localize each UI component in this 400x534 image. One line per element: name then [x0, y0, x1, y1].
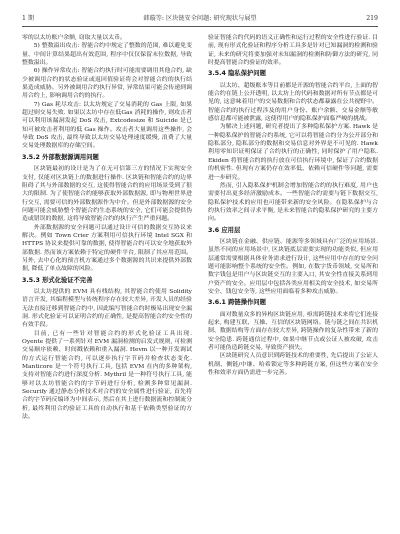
- section-heading: 3.5.3 形式化验证不完善: [22, 276, 93, 284]
- running-title: 韩璇等: 区块链安全问题: 研究现状与展望: [143, 15, 257, 22]
- page-header: [22, 12, 378, 27]
- section-heading: 3.6 应用层: [208, 226, 241, 234]
- section-heading: 3.6.1 跨链操作问题: [208, 299, 266, 307]
- paragraph: 目前, 已有一些针对智能合约的形式化验证工具出现. Oyente 提供了一系列针对 EVM 漏洞检测的启发式规则, 可检测交易顺序依赖、时间戳依赖和重入漏洞. Hevm 以一种开发调试的方式运行智能合约, 可以逐步执行字节码并检查状态变化. Manticore 是一个符号执行工具, 包括 EVM 在内的多种架构, 支持对智能合约进行深度分析. Mythril 是一种符号执行工具, 能够对以太坊智能合约的字节码进行分析, 检测多种常见漏洞. Securify 通过静态分析技术对合约的安全属性进行验证, 首先将合约字节码反编译为中间表示, 然后在其上进行数据流和控制流分析, 最终利用合约验证工具的自动执行和基于依赖类型验证的方法。: [22, 330, 192, 421]
- paragraph: 区块链在金融、供应链、能源等多领域具有广泛的应用场景. 虽然不同的应用场景中, 区块链底层需要实现的功能类似, 但应用层通常需要根据具体业务需求进行设计, 这些应用中存在的安全问题可能影响整个系统的安全性。例如, 在数字货币领域, 交易所和数字钱包是用户与区块链交互的主要入口, 其安全性直接关系到用户资产的安全。应用层中包括各类应用相关的安全技术, 如交易所安全、钱包安全等, 这些应用面临着多种攻击威胁。: [208, 238, 378, 295]
- paragraph: 7) Gas 耗尽攻击: 以太坊规定了交易消耗的 Gas 上限, 如果超过则交易失败. 如果以太坊中存在低Gas 消耗的操作, 则攻击者可以利用该漏洞发起 DoS 攻击, Extcodesize 和 Suicide 是已知可被攻击者利用的低 Gas 操作。攻击者大量调用这些操作, 会导致 DoS 攻击, 最终导致以太坊交易处理速度缓慢, 浪费了大量交易处理数据库的存储空间。: [22, 101, 192, 150]
- paragraph: 6) 操作异常攻击: 智能合约执行时可能需要调用其他合约, 缺少被调用合约的状态验证或返回值验证将会对智能合约的执行结果造成威胁。另外被调用合约执行异常, 异常结果可能会传递到调用合约上, 影响调用合约的执行。: [22, 68, 192, 100]
- paragraph: 以太坊、超级账本等目前都是开源的智能合约平台, 上面的智能合约在链上公开透明, 以太坊上的代码和数据对所有节点都是可见的, 这意味着用户的交易数据和合约状态都暴露在公共视野中。智能合约的执行过程涉及的用户身份、账户余额、交易金额等敏感信息都可能被泄露, 这使得用户的隐私保护面临严峻的挑战。: [208, 82, 378, 123]
- paragraph: 外部数据源的安全问题可以通过设计可信的数据交互协议来解决。例如 Town Crier 方案利用可信执行环境 Intel SGX 和 HTTPS 协议来提供可靠的数据, 使得智能合约可以安全地获取外部数据. 然而该方案依赖于特定的硬件平台, 限制了其应用范围。另外, 去中心化的预言机方案通过多个数据源的共识来提供外部数据, 降低了单点故障的风险。: [22, 224, 192, 273]
- left-column: [22, 34, 192, 524]
- paragraph: 5) 整数溢出攻击: 智能合约中规定了整数的范围, 难以避免变量、中间计算结果超出有效范围, 程序中仅仅保留末位数据, 导致整数溢出。: [22, 43, 192, 67]
- issue-number: 1 期: [22, 15, 35, 22]
- page-number: 219: [366, 15, 378, 22]
- paragraph: 区块链研究人员意识到跨链技术的重要性, 先后提出了公证人机制、侧链/中继、哈希锁定等多种跨链方案, 但这些方案在安全性和效率方面仍需进一步完善。: [208, 353, 378, 377]
- section-heading: 3.5.2 外部数据源调用问题: [22, 153, 99, 161]
- paragraph: 验证智能合约代码的语义正确性和运行过程的安全性进行验证. 目前, 现有形式化验证和程序分析工具多是针对已知漏洞的检测和验证, 未来的研究将要加强对未知漏洞的检测和防御方法的研究, 同时提高智能合约验证的效率。: [208, 35, 378, 67]
- paragraph: 以太坊提供的 EVM 具有栈结构, 其智能合约使用 Solidity 语言开发, 其编程模型与传统程序存在较大差异, 开发人员的经验无法直接迁移到智能合约中, 因此编写智能合约时极易出现安全漏洞. 形式化验证可以证明合约的正确性, 是提高智能合约安全性的有效手段。: [22, 288, 192, 329]
- paragraph: 区块链最初的设计是为了在无可信第三方的情况下实现安全支付, 仅能对区块链上的数据进行操作. 区块链和智能合约的边界阻碍了其与外部数据的交互, 这使得智能合约的应用场景受到了很大的限制. 为了使智能合约能够获取外部数据源, 即与物理世界进行交互, 需要可信的外部数据源作为中介。但是外部数据源的安全问题可能会威胁整个智能合约生态系统的安全, 它们可能会提供伪造或错误的数据, 这将导致智能合约的执行产生严重问题。: [22, 166, 192, 223]
- paragraph: 为解决上述问题, 研究者提出了多种隐私保护方案. Hawk 是一种隐私保护的智能合约系统, 它可以将智能合约分为公开部分和隐私部分, 隐私部分的数据和交易信息对外界是不可见的. Hawk 利用零知识证明保证了合约执行的正确性, 同时保护了用户隐私. Ekiden 将智能合约的执行放在可信执行环境中, 保证了合约数据的机密性. 但现有方案仍存在效率低、依赖可信硬件等问题, 需要进一步研究。: [208, 124, 378, 181]
- right-column: [208, 34, 378, 524]
- section-heading: 3.5.4 隐私保护问题: [208, 70, 266, 78]
- paragraph: 然而, 引入隐私保护机制会增加智能合约的执行难度, 用户也需要付出更多经济激励成本。一些智能合约需要与链下数据交互, 隐私保护技术的应用也可能带来新的安全风险。在隐私保护与合约执行效率之间寻求平衡, 是未来智能合约隐私保护研究的主要方向。: [208, 182, 378, 223]
- paragraph: 面对数量众多的异构区块链应用, 亟需跨链技术来将它们连接起来, 构建互联、互操、互信的区块链网络。链与链之间在共识机制、数据结构等方面存在较大差异, 跨链操作的复杂性带来了新的安全隐患. 跨链通信过程中, 如果中继节点或公证人被攻破, 攻击者可能伪造跨链交易, 导致资产损失。: [208, 311, 378, 352]
- paragraph: 零的以太坊账户余额, 窃取大量以太币。: [22, 35, 126, 41]
